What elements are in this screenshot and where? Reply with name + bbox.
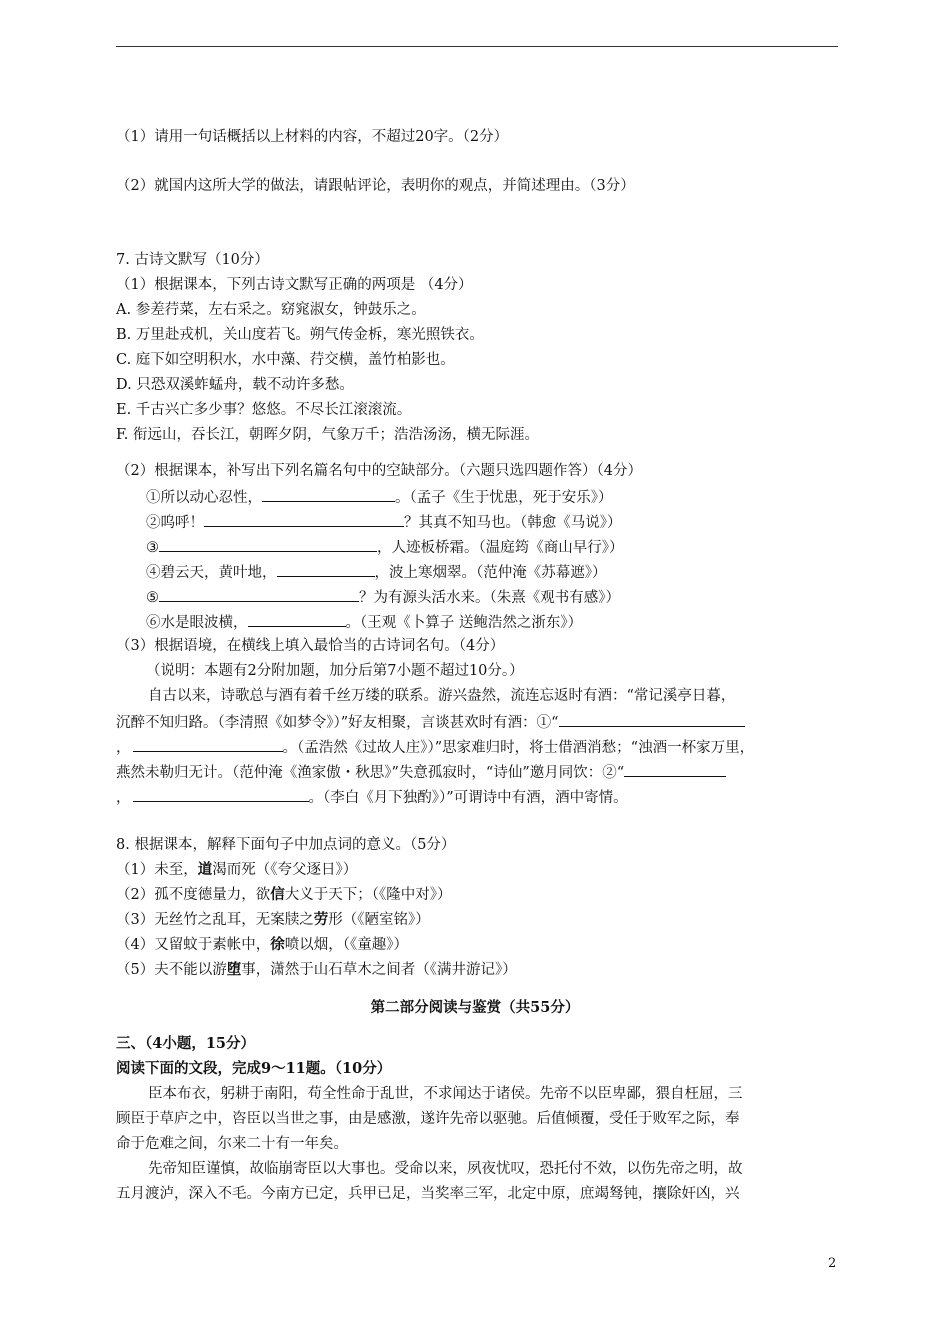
fill-item-prefix: ⑤ [146, 590, 159, 606]
q8-item-text: （3）无丝竹之乱耳，无案牍之 [116, 912, 314, 928]
q7-sub3-paragraph-line [116, 736, 754, 758]
q8-item-text: （4）又留蚊于素帐中， [116, 937, 271, 953]
q8-item [116, 960, 517, 980]
fill-item-suffix: 。（王观《卜算子 送鲍浩然之浙东》） [345, 615, 583, 631]
passage-line: 五月渡泸，深入不毛。今南方已定，兵甲已足，当奖率三军，北定中原，庶竭驽钝，攘除奸凶，兴 [116, 1186, 740, 1202]
fill-item-suffix: ，波上寒烟翠。（范仲淹《苏幕遮》） [374, 565, 607, 581]
fill-item-prefix: ②呜呼！ [146, 515, 204, 531]
q8-title: 8. 根据课本，解释下面句子中加点词的意义。（5分） [116, 837, 456, 853]
page-number: 2 [828, 1256, 837, 1271]
paragraph-text: 。（李白《月下独酌》）”可谓诗中有酒，酒中寄情。 [308, 790, 628, 806]
q6-sub1: （1）请用一句话概括以上材料的内容，不超过20字。（2分） [116, 129, 509, 145]
q8-item-text: 渴而死（《夸父逐日》） [212, 862, 358, 878]
answer-blank[interactable] [133, 786, 309, 802]
q7-sub3-paragraph-line: 自古以来，诗歌总与酒有着千丝万缕的联系。游兴盎然，流连忘返时有酒：“常记溪亭日暮， [148, 688, 736, 704]
dotted-key-word: 堕 [226, 961, 242, 978]
answer-blank[interactable] [159, 586, 359, 602]
q7-title: 7. 古诗文默写（10分） [116, 252, 269, 268]
answer-blank[interactable] [133, 736, 283, 752]
answer-blank[interactable] [559, 711, 745, 727]
fill-item-suffix: ？其真不知马也。（韩愈《马说》） [404, 515, 622, 531]
q7-option-e: E. 千古兴亡多少事？悠悠。不尽长江滚滚流。 [116, 402, 412, 418]
section-heading: 三、（4小题，15分） [116, 1035, 256, 1052]
answer-blank[interactable] [204, 511, 404, 527]
q7-sub3-paragraph-line [116, 761, 726, 783]
q7-sub3-paragraph-line [116, 711, 745, 733]
q8-item [116, 910, 430, 930]
answer-blank[interactable] [248, 611, 346, 627]
paragraph-text: 沉醉不知归路。（李清照《如梦令》）”好友相聚，言谈甚欢时有酒：①“ [116, 715, 559, 731]
q8-item-text: 喷以烟，（《童趣》） [284, 937, 408, 953]
passage-line: 臣本布衣，躬耕于南阳，苟全性命于乱世，不求闻达于诸侯。先帝不以臣卑鄙，猥自枉屈，三 [148, 1086, 743, 1102]
q8-item-text: 形（《陋室铭》） [328, 912, 430, 928]
fill-item-suffix: ？为有源头活水来。（朱熹《观书有感》） [359, 590, 620, 606]
fill-item [146, 586, 620, 608]
q8-item [116, 860, 357, 880]
q8-item-text: （1）未至， [116, 862, 198, 878]
part-heading: 第二部分阅读与鉴赏（共55分） [370, 999, 580, 1016]
paragraph-text: ， [116, 740, 131, 756]
header-rule [116, 46, 838, 47]
paragraph-text: ， [116, 790, 131, 806]
fill-item [146, 611, 582, 633]
reading-instruction: 阅读下面的文段，完成9～11题。（10分） [116, 1060, 392, 1077]
fill-item-prefix: ⑥水是眼波横， [146, 615, 248, 631]
fill-item-suffix: 。（孟子《生于忧患，死于安乐》） [395, 490, 613, 506]
q7-option-b: B. 万里赴戎机，关山度若飞。朔气传金柝，寒光照铁衣。 [116, 327, 484, 343]
answer-blank[interactable] [159, 536, 377, 552]
dotted-key-word: 信 [270, 886, 285, 903]
q8-item-text: （5）夫不能以游 [116, 962, 227, 978]
fill-item-suffix: ，人迹板桥霜。（温庭筠《商山早行》） [377, 540, 624, 556]
q7-option-f: F. 衔远山，吞长江，朝晖夕阴，气象万千；浩浩汤汤，横无际涯。 [116, 427, 540, 443]
q7-option-c: C. 庭下如空明积水，水中藻、荇交横，盖竹柏影也。 [116, 352, 455, 368]
passage-line: 命于危难之间，尔来二十有一年矣。 [116, 1136, 348, 1152]
dotted-key-word: 劳 [313, 911, 329, 928]
q7-sub3-stem: （3）根据语境，在横线上填入最恰当的古诗词名句。（4分） [116, 638, 505, 654]
passage-line: 顾臣于草庐之中，咨臣以当世之事，由是感激，遂许先帝以驱驰。后值倾覆，受任于败军之际，奉 [116, 1111, 740, 1127]
q7-sub3-paragraph-line [116, 786, 628, 808]
fill-item-prefix: ③ [146, 540, 159, 556]
fill-item [146, 536, 624, 558]
q8-item-text: 事，潇然于山石草木之间者（《满井游记》） [241, 962, 517, 978]
answer-blank[interactable] [277, 561, 375, 577]
q7-sub1-stem: （1）根据课本，下列古诗文默写正确的两项是 （4分） [116, 277, 473, 293]
dotted-key-word: 道 [197, 861, 213, 878]
fill-item [146, 511, 622, 533]
passage-line: 先帝知臣谨慎，故临崩寄臣以大事也。受命以来，夙夜忧叹，恐托付不效，以伤先帝之明，故 [148, 1161, 743, 1177]
q7-sub3-note: （说明：本题有2分附加题，加分后第7小题不超过10分。） [146, 663, 524, 679]
dotted-key-word: 徐 [270, 936, 285, 953]
fill-item [146, 561, 607, 583]
answer-blank[interactable] [624, 761, 726, 777]
q8-item [116, 885, 451, 905]
q8-item [116, 935, 408, 955]
paragraph-text: 燕然未勒归无计。（范仲淹《渔家傲・秋思》”失意孤寂时，“诗仙”邀月同饮：②“ [116, 765, 625, 781]
fill-item-prefix: ④碧云天，黄叶地， [146, 565, 277, 581]
answer-blank[interactable] [262, 486, 395, 502]
q7-sub2-stem: （2）根据课本，补写出下列名篇名句中的空缺部分。（六题只选四题作答）（4分） [116, 463, 642, 479]
paragraph-text: 。（孟浩然《过故人庄》）”思家难归时，将士借酒消愁；“浊酒一杯家万里， [282, 740, 755, 756]
fill-item [146, 486, 613, 508]
q7-option-d: D. 只恐双溪蚱蜢舟，载不动许多愁。 [116, 377, 354, 393]
fill-item-prefix: ①所以动心忍性， [146, 490, 262, 506]
q8-item-text: （2）孤不度德量力，欲 [116, 887, 271, 903]
q7-option-a: A. 参差荇菜，左右采之。窈窕淑女，钟鼓乐之。 [116, 302, 426, 318]
q8-item-text: 大义于天下；（《隆中对》） [284, 887, 452, 903]
q6-sub2: （2）就国内这所大学的做法，请跟帖评论，表明你的观点，并简述理由。（3分） [116, 178, 635, 194]
